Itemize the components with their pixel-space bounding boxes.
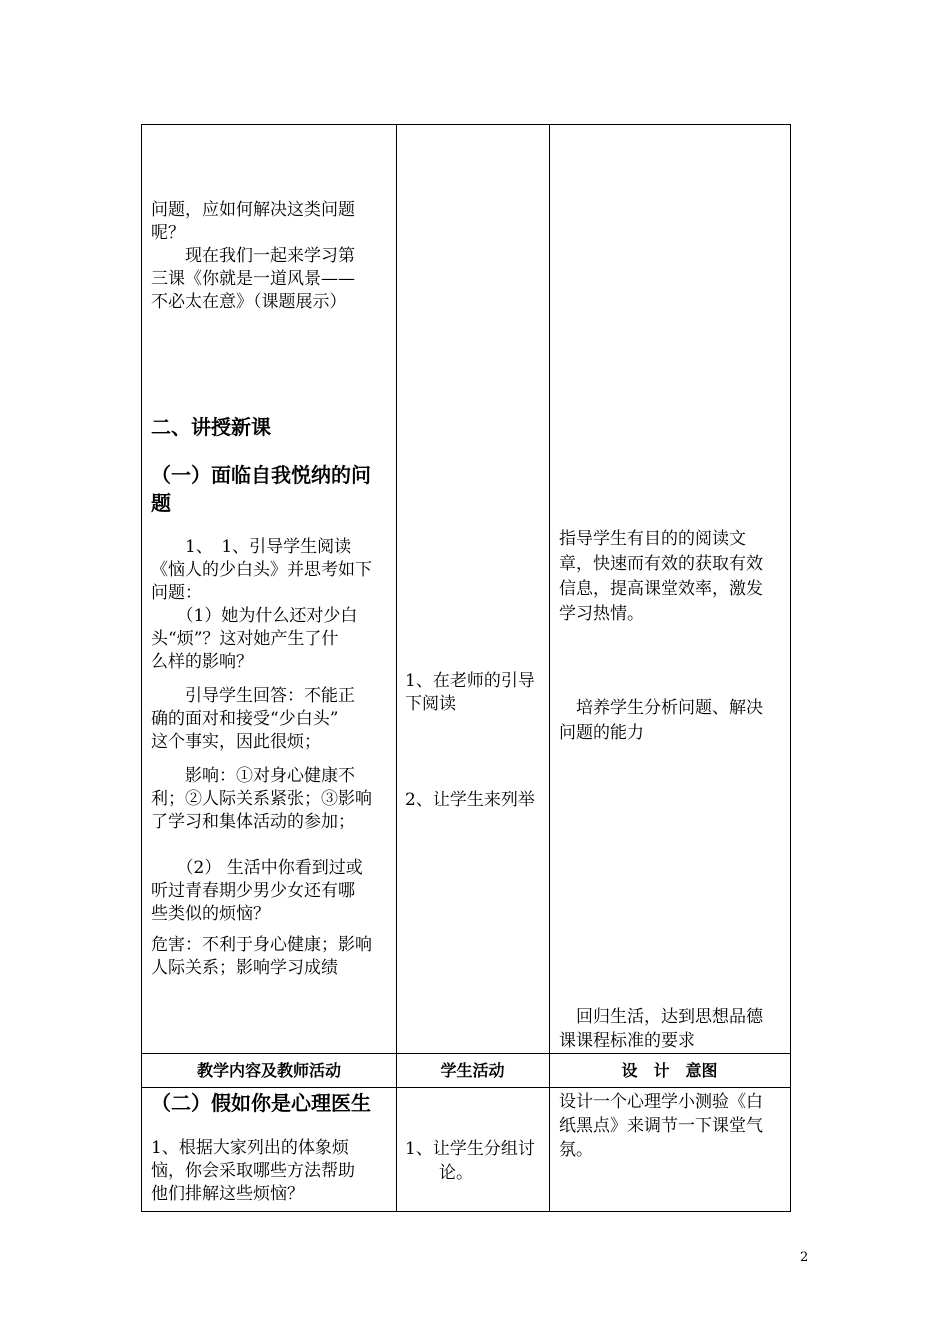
design-intent-1: 学习热情。 <box>559 604 644 624</box>
body-line: 么样的影响？ <box>151 652 253 672</box>
body-line: 头“烦”？这对她产生了什 <box>151 629 339 649</box>
body-line: （1）她为什么还对少白 <box>151 606 358 626</box>
sub1-title-line-1: （一）面临自我悦纳的问 <box>151 463 371 487</box>
bottom-body-line: 恼，你会采取哪些方法帮助 <box>151 1161 355 1181</box>
page-number: 2 <box>800 1250 809 1265</box>
bottom-design-line: 氛。 <box>559 1140 593 1160</box>
body-line: （2） 生活中你看到过或 <box>151 858 363 878</box>
bottom-student-line: 1、让学生分组讨 <box>405 1139 535 1159</box>
body-line: 问题： <box>151 583 202 603</box>
body-line: 《恼人的少白头》并思考如下 <box>151 560 372 580</box>
intro-line-5: 不必太在意》（课题展示） <box>151 292 347 312</box>
body-line: 了学习和集体活动的参加； <box>151 812 355 832</box>
intro-line-3: 现在我们一起来学习第 <box>151 246 355 266</box>
design-intent-1: 信息，提高课堂效率，激发 <box>559 579 763 599</box>
sub2-title: （二）假如你是心理医生 <box>151 1091 371 1115</box>
column-divider-1 <box>396 125 397 1211</box>
intro-line-1: 问题，应如何解决这类问题 <box>151 200 355 220</box>
body-line: 确的面对和接受“少白头” <box>151 709 339 729</box>
design-intent-1: 指导学生有目的的阅读文 <box>559 529 746 549</box>
body-line: 人际关系；影响学习成绩 <box>151 958 338 978</box>
bottom-design-line: 设计一个心理学小测验《白 <box>559 1092 763 1112</box>
header-design-intent: 设 计 意图 <box>621 1061 718 1080</box>
design-intent-1: 章，快速而有效的获取有效 <box>559 554 763 574</box>
body-line: 影响：①对身心健康不 <box>151 766 355 786</box>
bottom-design-line: 纸黑点》来调节一下课堂气 <box>559 1116 763 1136</box>
body-line: 听过青春期少男少女还有哪 <box>151 881 355 901</box>
student-activity-1-line-2: 下阅读 <box>405 694 456 714</box>
bottom-body-line: 他们排解这些烦恼？ <box>151 1184 304 1204</box>
column-divider-2 <box>549 125 550 1211</box>
body-line: 些类似的烦恼？ <box>151 904 270 924</box>
student-activity-1-line-1: 1、在老师的引导 <box>405 671 535 691</box>
sub1-title-line-2: 题 <box>151 491 171 515</box>
bottom-body-line: 1、根据大家列出的体象烦 <box>151 1138 349 1158</box>
lesson-plan-table <box>141 124 791 1212</box>
section2-title: 二、讲授新课 <box>151 415 271 439</box>
bottom-student-line: 论。 <box>405 1163 473 1183</box>
row-divider-header-top <box>142 1053 790 1054</box>
header-teaching-content: 教学内容及教师活动 <box>196 1061 341 1080</box>
body-line: 引导学生回答：不能正 <box>151 686 355 706</box>
row-divider-header-bottom <box>142 1087 790 1088</box>
design-intent-2: 培养学生分析问题、解决 <box>559 698 763 718</box>
body-line: 危害：不利于身心健康；影响 <box>151 935 372 955</box>
student-activity-2: 2、让学生来列举 <box>405 790 535 810</box>
body-line: 这个事实，因此很烦； <box>151 732 321 752</box>
design-intent-3: 课课程标准的要求 <box>559 1031 695 1051</box>
body-line: 1、 1、引导学生阅读 <box>151 537 352 557</box>
header-student-activity: 学生活动 <box>440 1061 505 1080</box>
body-line: 利；②人际关系紧张；③影响 <box>151 789 372 809</box>
design-intent-3: 回归生活，达到思想品德 <box>559 1007 763 1027</box>
design-intent-2: 问题的能力 <box>559 723 644 743</box>
intro-line-4: 三课《你就是一道风景—— <box>151 269 355 289</box>
intro-line-2: 呢？ <box>151 223 185 243</box>
